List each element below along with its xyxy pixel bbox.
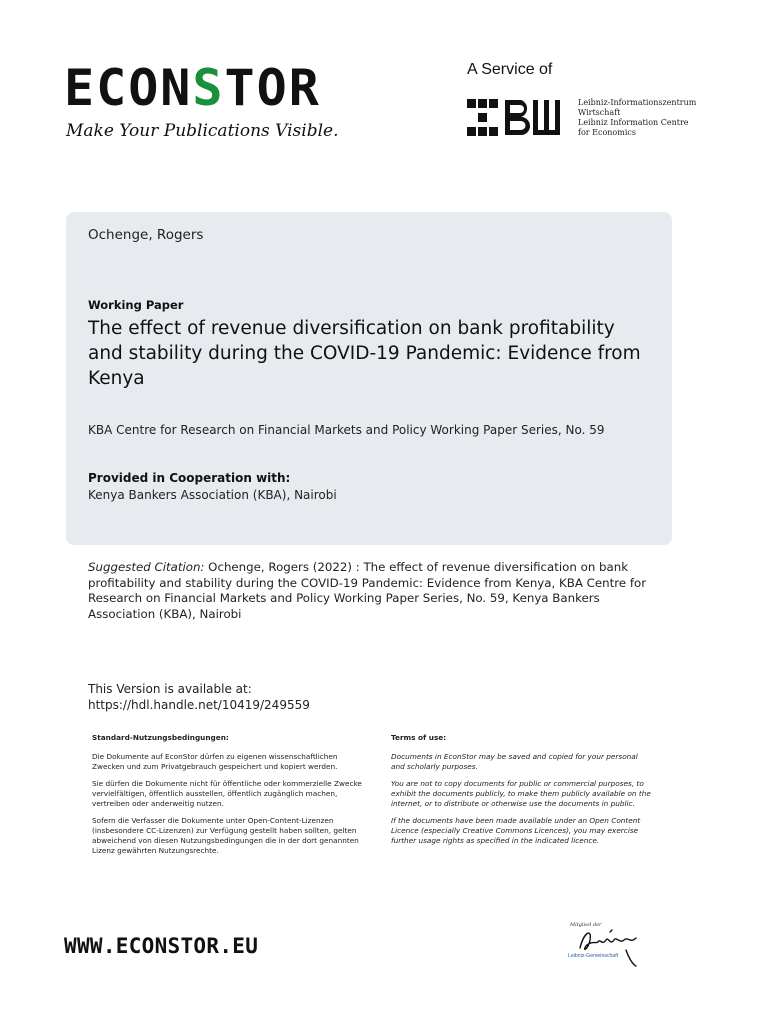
- logo-tagline: Make Your Publications Visible.: [66, 121, 339, 141]
- econstor-website-link[interactable]: WWW.ECONSTOR.EU: [64, 934, 259, 958]
- terms-german: [92, 733, 370, 863]
- terms-paragraph: If the documents have been made available under an Open Content Licence (especially Creative Commons Licences), you may exercise further usage rights as specified in the indicated licence.: [391, 816, 641, 845]
- logo-suffix: TOR: [224, 59, 321, 117]
- terms-english-heading: Terms of use:: [391, 733, 447, 742]
- terms-paragraph: Documents in EconStor may be saved and copied for your personal and scholarly purposes.: [391, 752, 638, 771]
- logo-accent-letter: S: [192, 59, 225, 117]
- zbw-name-line: Wirtschaft: [578, 108, 621, 117]
- series-info: KBA Centre for Research on Financial Markets and Policy Working Paper Series, No. 59: [88, 423, 605, 437]
- suggested-citation: [88, 560, 648, 622]
- citation-label: Suggested Citation:: [88, 560, 205, 574]
- econstor-logo: [64, 58, 321, 118]
- leibniz-member-label: Mitglied der: [570, 922, 602, 928]
- logo-prefix: ECON: [64, 59, 193, 117]
- zbw-institution-name: [578, 98, 708, 138]
- handle-link[interactable]: https://hdl.handle.net/10419/249559: [88, 698, 310, 712]
- version-label: This Version is available at:: [88, 682, 252, 696]
- terms-german-heading: Standard-Nutzungsbedingungen:: [92, 733, 229, 742]
- terms-english: [391, 733, 653, 853]
- document-type-label: Working Paper: [88, 298, 184, 312]
- cooperation-organization: Kenya Bankers Association (KBA), Nairobi: [88, 488, 337, 502]
- paper-title: The effect of revenue diversification on bank profitability and stability during the COVID-19 Pandemic: Evidence from Kenya: [88, 318, 641, 389]
- terms-paragraph: Sofern die Verfasser die Dokumente unter Open-Content-Lizenzen (insbesondere CC-Lizenzen) zur Verfügung gestellt haben sollten, gelten abweichend von diesen Nutzungsbedingungen die in der dort genannten Lizenz gewährten Nutzungsrechte.: [92, 816, 359, 855]
- terms-paragraph: Die Dokumente auf EconStor dürfen zu eigenen wissenschaftlichen Zwecken und zum Privatgebrauch gespeichert und kopiert werden.: [92, 752, 338, 771]
- terms-paragraph: You are not to copy documents for public or commercial purposes, to exhibit the documents publicly, to make them publicly available on the internet, or to distribute or otherwise use the documents in public.: [391, 779, 651, 808]
- citation-text: Ochenge, Rogers (2022) : The effect of revenue diversification on bank profitability and stability during the COVID-19 Pandemic: Evidence from Kenya, KBA Centre for Research on Financial Markets and Policy Working Paper Series, No. 59, Kenya Bankers Association (KBA), Nairobi: [88, 560, 647, 621]
- zbw-name-line: for Economics: [578, 128, 636, 137]
- service-of-label: A Service of: [467, 61, 553, 78]
- zbw-logo-icon: [467, 99, 565, 137]
- terms-paragraph: Sie dürfen die Dokumente nicht für öffentliche oder kommerzielle Zwecke vervielfältigen, öffentlich ausstellen, öffentlich zugänglich machen, vertreiben oder anderweitig nutzen.: [92, 779, 362, 808]
- leibniz-community-label: Leibniz-Gemeinschaft: [568, 953, 619, 959]
- zbw-name-line: Leibniz Information Centre: [578, 118, 689, 127]
- zbw-name-line: Leibniz-Informationszentrum: [578, 98, 697, 107]
- leibniz-logo: [566, 920, 642, 972]
- author-name: Ochenge, Rogers: [88, 227, 204, 243]
- cooperation-label: Provided in Cooperation with:: [88, 471, 291, 485]
